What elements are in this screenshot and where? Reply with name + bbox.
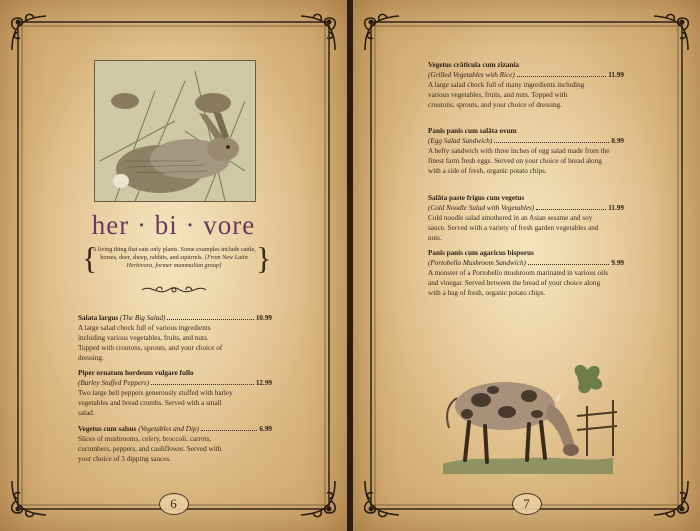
- item-name: Salāta paste frigus cum vegetus: [428, 194, 525, 202]
- item-description: A monster of a Portobello mushroom marinated in various oils and vinegar. Served between the bread of your choice along with a bag of fresh, organic potato chips.: [428, 269, 608, 297]
- item-subtitle: (Grilled Vegetables with Rice): [428, 71, 515, 79]
- item-description: A hefty sandwich with three inches of egg salad made from the finest farm fresh eggs. Served on your choice of bread along with a side of fresh, organic potato chips.: [428, 147, 610, 175]
- ornate-corner-icon: [650, 477, 694, 521]
- menu-page-left: [0, 0, 347, 531]
- flourish-icon: [138, 282, 210, 298]
- leader-dots: [201, 430, 257, 431]
- right-brace: }: [256, 240, 272, 276]
- definition-source: [From New Latin Herbivora, former mammalian group]: [126, 254, 248, 269]
- menu-item: [428, 60, 624, 110]
- item-subtitle: (Barley Stuffed Peppers): [78, 379, 150, 387]
- cow-engraving: [437, 356, 617, 476]
- menu-item: [428, 248, 624, 298]
- item-price: 6.99: [259, 425, 272, 433]
- leader-dots: [536, 209, 606, 210]
- menu-item: [78, 313, 272, 363]
- item-price: 9.99: [611, 259, 624, 267]
- item-description: Two large bell peppers generously stuffed with barley vegetables and bread crumbs. Served with a small salad.: [78, 389, 233, 417]
- ornate-corner-icon: [6, 477, 50, 521]
- menu-item: [428, 126, 624, 176]
- page-number: 7: [512, 493, 542, 515]
- item-subtitle: (The Big Salad): [119, 314, 166, 322]
- definition: [86, 246, 262, 270]
- leader-dots: [151, 384, 254, 385]
- item-description: Cold noodle salad smothered in an Asian sesame and soy sauce. Served with a variety of fresh garden vegetables and nuts.: [428, 214, 599, 242]
- brand-title: her · bi · vore: [91, 210, 256, 240]
- item-subtitle: (Portobello Mushroom Sandwich): [428, 259, 526, 267]
- ornate-corner-icon: [6, 10, 50, 54]
- menu-item: [78, 424, 272, 464]
- item-description: Slices of mushrooms, celery, broccoli, carrots, cucumbers, peppers, and cauliflower. Served with your choice of 3 dipping sauces.: [78, 435, 222, 463]
- ornate-corner-icon: [359, 10, 403, 54]
- leader-dots: [494, 142, 609, 143]
- item-description: A large salad chock full of various ingredients including various vegetables, fruits, and nuts. Topped with croutons, sprouts, and your choice of dressing.: [78, 324, 223, 362]
- item-subtitle: (Cold Noodle Salad with Vegetables): [428, 204, 535, 212]
- item-price: 8.99: [611, 137, 624, 145]
- item-name: Salata largus: [78, 314, 119, 322]
- rabbit-engraving: [94, 60, 256, 202]
- ornate-corner-icon: [297, 10, 341, 54]
- ornate-corner-icon: [297, 477, 341, 521]
- item-name: Vegetus crātīcula cum zizania: [428, 61, 519, 69]
- menu-page-right: [353, 0, 700, 531]
- leader-dots: [167, 319, 253, 320]
- leader-dots: [517, 76, 606, 77]
- item-description: A large salad chock full of many ingredients including various vegetables, fruits, and nuts. Topped with croutons, sprouts, and your choice of dressing.: [428, 81, 585, 109]
- item-price: 12.99: [255, 379, 272, 387]
- item-name: Panis panis cum salāta ovum: [428, 127, 517, 135]
- item-price: 11.99: [608, 204, 624, 212]
- page-number: 6: [159, 493, 189, 515]
- item-name: Panis panis cum agaricus bisporus: [428, 249, 534, 257]
- menu-item: [428, 193, 624, 243]
- item-name: Vegetus cum salsus: [78, 425, 137, 433]
- left-brace: {: [82, 240, 98, 276]
- ornate-corner-icon: [359, 477, 403, 521]
- ornate-corner-icon: [650, 10, 694, 54]
- leader-dots: [528, 264, 609, 265]
- menu-item: [78, 368, 272, 418]
- item-price: 11.99: [608, 71, 624, 79]
- item-subtitle: (Vegetables and Dip): [138, 425, 199, 433]
- item-name: Piper ornatum hordeum vulgare fullo: [78, 369, 194, 377]
- item-price: 10.99: [255, 314, 272, 322]
- definition-text: A living thing that eats only plants. Some examples include cattle, horses, deer, sheep, rabbits, and squirrels.: [92, 246, 256, 261]
- item-subtitle: (Egg Salad Sandwich): [428, 137, 493, 145]
